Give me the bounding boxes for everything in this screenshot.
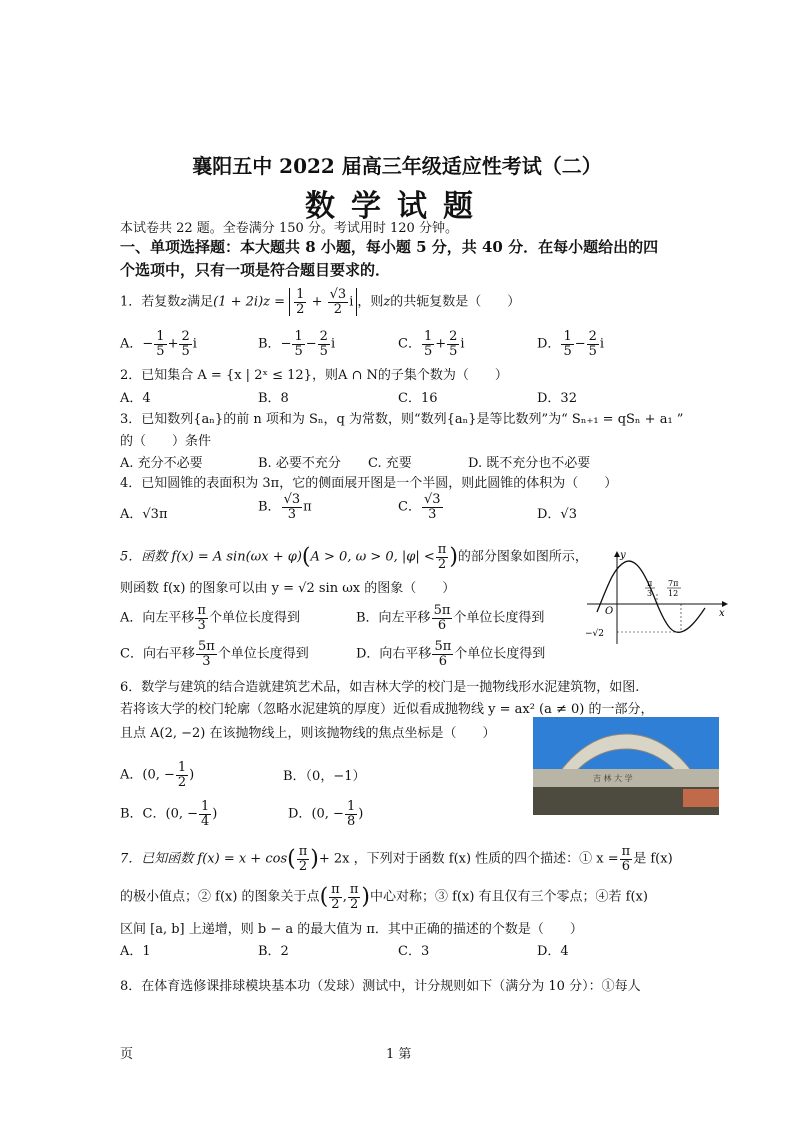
question-6-line3: 且点 A(2, −2) 在该抛物线上，则该抛物线的焦点坐标是（ ）	[120, 726, 496, 741]
question-4-option-a: A．√3π	[120, 507, 168, 522]
question-6-option-b: B．（0，−1）	[283, 769, 366, 784]
question-4-stem: 4．已知圆锥的表面积为 3π，它的侧面展开图是一个半圆，则此圆锥的体积为（ ）	[120, 476, 618, 491]
question-5-line2: 则函数 f(x) 的图象可以由 y = √2 sin ωx 的图象（ ）	[120, 581, 456, 596]
section-heading-line1: 一、单项选择题：本大题共 8 小题，每小题 5 分，共 40 分．在每小题给出的四	[120, 238, 659, 256]
question-1-stem: 1．若复数z满足(1 + 2i)z = $\frac{1}{2}$ + $\frac{√3}{2}$ i ，则z的共轭复数是（ ）	[120, 287, 521, 317]
question-3-option-c: C. 充要	[368, 456, 412, 471]
question-6-line1: 6．数学与建筑的结合造就建筑艺术品，如吉林大学的校门是一抛物线形水泥建筑物，如图.	[120, 680, 640, 695]
tick1-numerator: π	[647, 579, 653, 588]
question-7-option-c: C．3	[398, 944, 430, 959]
question-6-option-a: A．(0, − $\frac{1}{2}$ )	[120, 760, 195, 790]
tick1-denominator: 3	[647, 589, 653, 598]
section-heading-line2: 个选项中，只有一项是符合题目要求的．	[120, 261, 391, 279]
origin-label: O	[605, 606, 614, 617]
question-8-line1: 8．在体育选修课排球模块基本功（发球）测试中，计分规则如下（满分为 10 分）：①每人	[120, 979, 641, 994]
question-5-stem: 5．函数 f(x) = A sin(ωx + φ)(A > 0, ω > 0, |φ| < $\frac{\pi}{2}$ )的部分图象如图所示，	[120, 542, 588, 572]
university-gate-photo	[533, 717, 719, 815]
sine-graph-figure	[583, 548, 731, 648]
question-1-option-a: A．− $\frac{1}{5}$ + $\frac{2}{5}$ i	[120, 329, 197, 359]
tick2-numerator: 7π	[668, 579, 679, 588]
question-3-option-a: A. 充分不必要	[120, 456, 203, 471]
question-3-option-b: B. 必要不充分	[258, 456, 341, 471]
building	[683, 789, 719, 807]
question-4-option-b: B． $\frac{√3}{3}$ π	[258, 492, 312, 522]
question-3-stem: 3．已知数列{aₙ}的前 n 项和为 Sₙ，q 为常数，则“数列{aₙ}是等比数列”为“ Sₙ₊₁ = qSₙ + a₁ ”	[120, 412, 684, 427]
question-2-option-c: C．16	[398, 391, 438, 406]
y-min-label: −√2	[585, 629, 605, 639]
question-7-option-d: D．4	[537, 944, 569, 959]
exam-title: 襄阳五中 2022 届高三年级适应性考试（二）	[192, 154, 602, 178]
gate-sign: 吉 林 大 学	[593, 774, 633, 783]
question-1-option-d: D． $\frac{1}{5}$ − $\frac{2}{5}$ i	[537, 329, 605, 359]
question-5-option-d: D．向右平移 $\frac{5\pi}{6}$ 个单位长度得到	[356, 639, 546, 669]
x-axis-label: x	[719, 608, 725, 619]
question-7-line1: 7．已知函数 f(x) = x + cos( $\frac{\pi}{2}$ )+ 2x ，下列对于函数 f(x) 性质的四个描述：① x = $\frac{\pi}{6}$ 是 f(x)	[120, 844, 673, 874]
question-6-line2: 若将该大学的校门轮廓（忽略水泥建筑的厚度）近似看成抛物线 y = ax² (a ≠ 0) 的一部分，	[120, 702, 654, 717]
exam-info: 本试卷共 22 题。全卷满分 150 分。考试用时 120 分钟。	[120, 221, 458, 236]
question-7-line3: 区间 [a, b] 上递增，则 b − a 的最大值为 π．其中正确的描述的个数是（ ）	[120, 922, 583, 937]
subject-title: 数学试题	[305, 189, 489, 224]
question-5-option-b: B．向左平移 $\frac{5\pi}{6}$ 个单位长度得到	[356, 603, 545, 633]
y-axis-label: y	[620, 550, 626, 561]
question-7-line2: 的极小值点；② f(x) 的图象关于点( $\frac{\pi}{2}$ , $\frac{\pi}{2}$ )中心对称；③ f(x) 有且仅有三个零点；④若 f(x)	[120, 882, 648, 912]
question-4-option-d: D．√3	[537, 507, 577, 522]
question-2-option-b: B．8	[258, 391, 289, 406]
question-2-option-d: D．32	[537, 391, 577, 406]
question-3-option-d: D. 既不充分也不必要	[468, 456, 591, 471]
question-3-stem-cont: 的（ ）条件	[120, 434, 212, 449]
question-5-option-a: A．向左平移 $\frac{\pi}{3}$ 个单位长度得到	[120, 603, 300, 633]
question-2-stem: 2．已知集合 A = {x | 2ˣ ≤ 12}，则A ∩ N的子集个数为（ ）	[120, 368, 508, 383]
question-6-option-d: D．(0, − $\frac{1}{8}$ )	[288, 799, 364, 829]
question-1-option-b: B．− $\frac{1}{5}$ − $\frac{2}{5}$ i	[258, 329, 336, 359]
question-7-option-b: B．2	[258, 944, 289, 959]
question-7-option-a: A．1	[120, 944, 151, 959]
footer-left: 页	[120, 1047, 134, 1062]
footer-page-number: 1 第	[386, 1047, 412, 1062]
abs-value-expression: $\frac{1}{2}$ + $\frac{√3}{2}$ i	[289, 288, 357, 316]
tick2-denominator: 12	[668, 589, 679, 598]
question-4-option-c: C． $\frac{√3}{3}$	[398, 492, 441, 522]
question-5-option-c: C．向右平移 $\frac{5\pi}{3}$ 个单位长度得到	[120, 639, 309, 669]
question-2-option-a: A．4	[120, 391, 151, 406]
question-6-option-c: B．C．(0, − $\frac{1}{4}$ )	[120, 799, 218, 829]
question-1-option-c: C． $\frac{1}{5}$ + $\frac{2}{5}$ i	[398, 329, 465, 359]
